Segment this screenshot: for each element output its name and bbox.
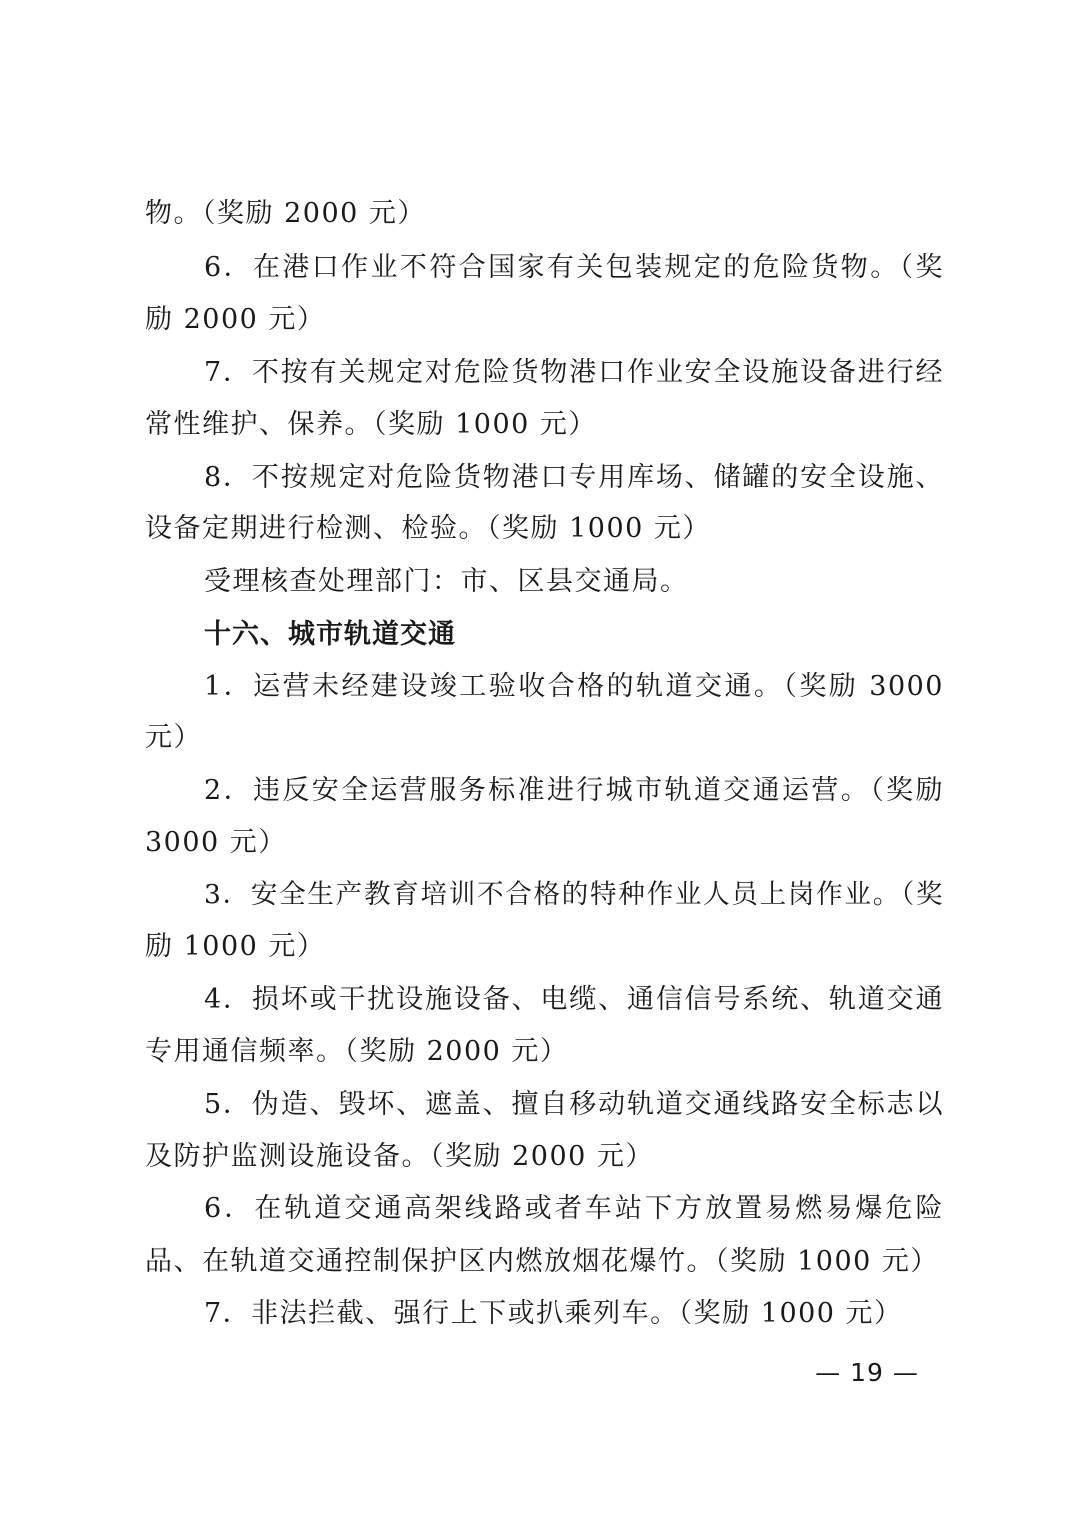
text-line: 专用通信频率。（奖励 2000 元） [145, 1036, 569, 1067]
text-line: 设备定期进行检测、检验。（奖励 1000 元） [145, 513, 711, 544]
text-line: 7．不按有关规定对危险货物港口作业安全设施设备进行经 [204, 357, 944, 388]
text-line: 受理核查处理部门：市、区县交通局。 [204, 566, 689, 597]
text-line: 4．损坏或干扰设施设备、电缆、通信信号系统、轨道交通 [204, 984, 944, 1015]
text-line: 3000 元） [145, 827, 287, 858]
section-heading: 十六、城市轨道交通 [204, 619, 456, 650]
text-line: 励 2000 元） [145, 304, 326, 335]
text-line: 品、在轨道交通控制保护区内燃放烟花爆竹。（奖励 1000 元） [145, 1246, 939, 1277]
text-line: 2．违反安全运营服务标准进行城市轨道交通运营。（奖励 [204, 775, 944, 806]
text-line: 6．在轨道交通高架线路或者车站下方放置易燃易爆危险 [204, 1193, 944, 1224]
text-line: 5．伪造、毁坏、遮盖、擅自移动轨道交通线路安全标志以 [204, 1089, 944, 1120]
text-line: 8．不按规定对危险货物港口专用库场、储罐的安全设施、 [204, 462, 944, 493]
text-line: 7．非法拦截、强行上下或扒乘列车。（奖励 1000 元） [204, 1298, 903, 1329]
text-line: 6．在港口作业不符合国家有关包装规定的危险货物。（奖 [204, 252, 944, 283]
text-line: 3．安全生产教育培训不合格的特种作业人员上岗作业。（奖 [204, 879, 944, 910]
text-line: 1．运营未经建设竣工验收合格的轨道交通。（奖励 3000 [204, 671, 944, 702]
text-line: 励 1000 元） [145, 931, 326, 962]
page-number: — 19 — [815, 1358, 919, 1387]
text-line: 物。（奖励 2000 元） [145, 198, 426, 229]
text-line: 及防护监测设施设备。（奖励 2000 元） [145, 1141, 654, 1172]
text-line: 常性维护、保养。（奖励 1000 元） [145, 409, 597, 440]
text-line: 元） [145, 722, 202, 753]
